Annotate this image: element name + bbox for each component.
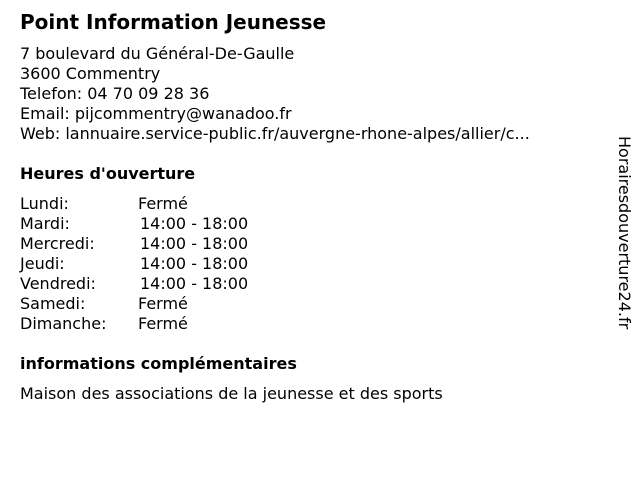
hours-time: 14:00 - 18:00 (140, 214, 249, 233)
hours-day: Mardi: (20, 214, 70, 233)
hours-time: 14:00 - 18:00 (140, 234, 249, 253)
site-watermark: Horairesdouverture24.fr (615, 136, 634, 330)
hours-time: Fermé (138, 294, 188, 313)
hours-time: Fermé (138, 314, 188, 333)
hours-day: Jeudi: (20, 254, 65, 273)
hours-row-friday (20, 274, 248, 294)
page-title: Point Information Jeunesse (20, 10, 327, 34)
hours-row-sunday (20, 314, 248, 334)
hours-row-thursday (20, 254, 248, 274)
hours-row-saturday (20, 294, 248, 314)
hours-row-tuesday (20, 214, 248, 234)
phone-line: Telefon: 04 70 09 28 36 (20, 84, 210, 103)
opening-hours-table (20, 194, 248, 334)
hours-day: Lundi: (20, 194, 69, 213)
hours-time: 14:00 - 18:00 (140, 274, 249, 293)
address-line-1: 7 boulevard du Général-De-Gaulle (20, 44, 295, 63)
hours-day: Samedi: (20, 294, 86, 313)
hours-row-wednesday (20, 234, 248, 254)
info-heading: informations complémentaires (20, 354, 297, 373)
hours-row-monday (20, 194, 248, 214)
hours-time: 14:00 - 18:00 (140, 254, 249, 273)
web-line: Web: lannuaire.service-public.fr/auvergne-rhone-alpes/allier/c... (20, 124, 530, 143)
hours-day: Vendredi: (20, 274, 96, 293)
info-text: Maison des associations de la jeunesse et des sports (20, 384, 443, 403)
hours-heading: Heures d'ouverture (20, 164, 196, 183)
address-line-2: 3600 Commentry (20, 64, 161, 83)
hours-time: Fermé (138, 194, 188, 213)
hours-day: Mercredi: (20, 234, 95, 253)
email-line: Email: pijcommentry@wanadoo.fr (20, 104, 292, 123)
hours-day: Dimanche: (20, 314, 107, 333)
contact-block (20, 44, 530, 144)
